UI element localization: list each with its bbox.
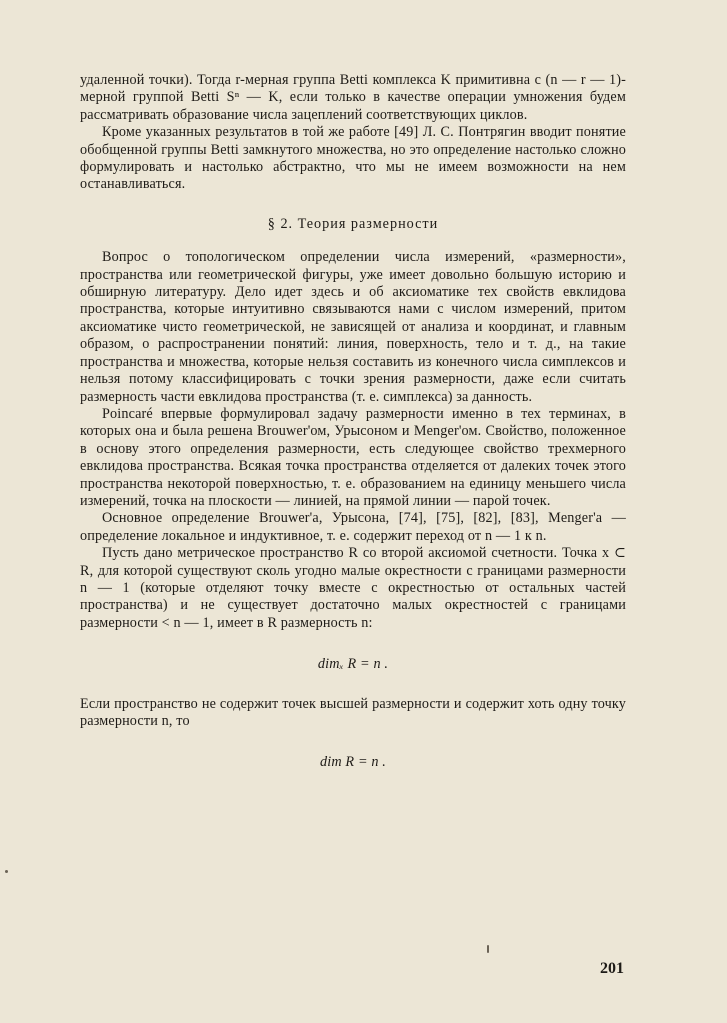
paragraph-poincare: Poincaré впервые формулировал задачу размерности именно в тех терминах, в которых она и была решена Brouwer'ом, Урысоном и Menger'ом. Свойство, положенное в основу этого определения размерности, есть следующее свойство трехмерного евклидова пространства. Всякая точка пространства отделяется от далеких точек этого пространства некоторой поверхностью, т. е. образованием на единицу меньшего числа измерений, точка на плоскости — линией, на прямой линии — парой точек.: [80, 405, 626, 509]
paragraph-pontryagin: Кроме указанных результатов в той же работе [49] Л. С. Понтрягин вводит понятие обобщенной группы Betti замкнутого множества, но это определение настолько сложно формулировать и настолько абстрактно, что мы не имеем возможности на нем останавливаться.: [80, 124, 626, 193]
scan-speck: [487, 945, 489, 953]
page-text: [80, 72, 626, 794]
paragraph-space-dimension: Если пространство не содержит точек высшей размерности и содержит хоть одну точку размерности n, то: [80, 695, 626, 729]
page-number: 201: [600, 960, 624, 977]
paragraph-continued: удаленной точки). Тогда r-мерная группа Betti комплекса K примитивна с (n — r — 1)-мерной группой Betti Sⁿ — K, если только в качестве операции умножения будем рассматривать образование числа зацеплений соответствующих циклов.: [80, 72, 626, 123]
paragraph-brouwer-definition: Основное определение Brouwer'а, Урысона, [74], [75], [82], [83], Menger'а — определение локальное и индуктивное, т. е. содержит переход от n — 1 к n.: [80, 510, 626, 544]
formula-local-dimension: dimₓ R = n .: [317, 656, 389, 673]
formula-dimension: dim R = n .: [320, 754, 386, 771]
section-heading: § 2. Теория размерности: [267, 215, 439, 232]
scan-speck: [5, 870, 8, 873]
paragraph-dimension-question: Вопрос о топологическом определении числа измерений, «размерности», пространства или геометрической фигуры, уже имеет довольно большую историю и обширную литературу. Дело идет здесь и об аксиоматике тех свойств евклидова пространства, которые интуитивно связываются нами с числом измерений, притом аксиоматике чисто геометрической, не зависящей от анализа и координат, и главным образом, о распространении понятий: линия, поверхность, тело и т. д., на такие пространства и множества, которые нельзя составить из конечного числа симплексов и нельзя потому классифицировать с точки зрения размерности, даже если считать размерность части евклидова пространства (т. е. симплекса) за данность.: [80, 249, 626, 405]
paragraph-metric-space: Пусть дано метрическое пространство R со второй аксиомой счетности. Точка x ⊂ R, для которой существуют сколь угодно малые окрестности с границами размерности n — 1 (которые отделяют точку вместе с окрестностью от остальных частей пространства) и не существует достаточно малых окрестностей с границами размерности < n — 1, имеет в R размерность n:: [80, 545, 626, 631]
